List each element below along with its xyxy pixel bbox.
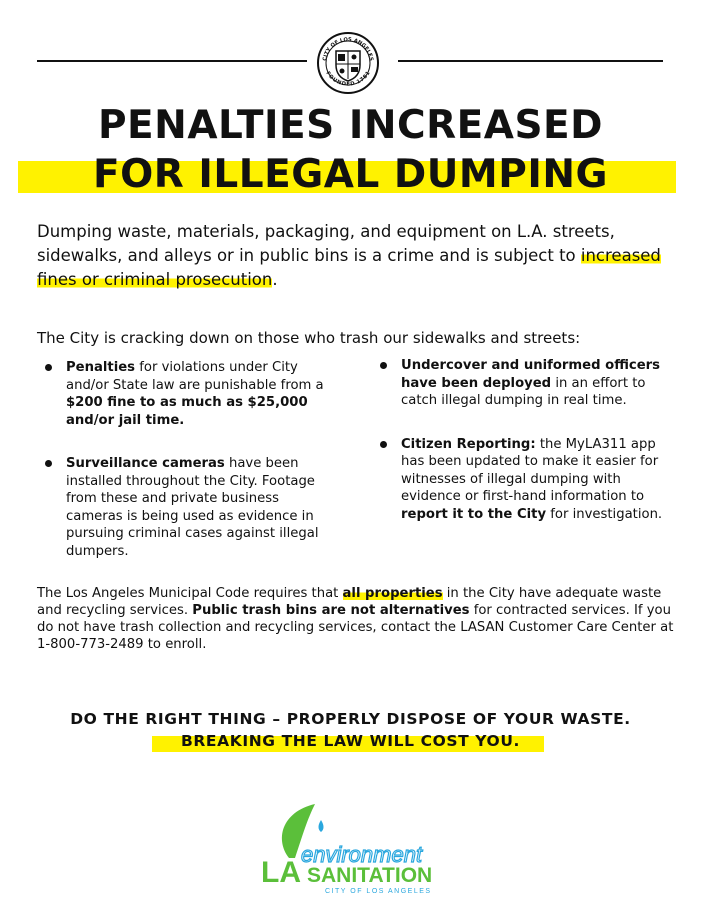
bullet-bold: Penalties [66,360,136,375]
bullet-text: the MyLA311 app has been updated to make it easier for witnesses of illegal dumping with evidence or first-hand information to [401,436,659,504]
code-text-3: for contracted services. If you do not have trash collection and recycling services, contact the LASAN Customer Care Center at 1-800-773-2489 to enroll. [37,603,674,652]
bullet-bold: Undercover and uniformed officers have been deployed [401,358,661,391]
water-drop-icon [319,820,324,832]
intro-paragraph [37,220,677,292]
bullet-dot-icon [45,364,52,371]
bullet-dot-icon [45,460,52,467]
header-rule-right [398,60,663,62]
bullet-bold: Citizen Reporting: [401,436,536,452]
bullet-dot-icon [380,362,387,369]
bullet-bold-2: $200 fine to as much as $25,000 and/or jail time. [66,395,308,428]
logo-la: LA [261,856,301,889]
bullet-text: in an effort to catch illegal dumping in real time. [401,375,646,408]
seal-bottom-text: FOUNDED 1781 [324,70,372,88]
bullet-column-right [380,357,670,549]
bullet-officers [380,357,670,410]
headline-line-1: PENALTIES INCREASED [97,103,604,148]
seal-top-text: CITY OF LOS ANGELES [322,36,374,62]
bullet-citizen-reporting [380,436,670,524]
logo-environment: environment [301,842,423,867]
cta-line-2: BREAKING THE LAW WILL COST YOU. [180,732,521,750]
bullet-dot-icon [380,441,387,448]
logo-city: CITY OF LOS ANGELES [325,888,432,895]
code-text-1: The Los Angeles Municipal Code requires that [37,586,343,601]
bullet-text-2: for investigation. [546,506,663,522]
municipal-code-paragraph [37,585,677,653]
bullet-text: have been installed throughout the City. Footage from these and private business cameras is being used as evidence in pursuing criminal cases against illegal dumpers. [66,456,319,559]
code-bold-2: Public trash bins are not alternatives [192,603,470,618]
lead-sentence: The City is cracking down on those who trash our sidewalks and streets: [37,329,581,347]
intro-end: . [272,270,278,289]
bullet-column-left [45,359,330,586]
la-sanitation-logo [255,800,445,895]
bullet-bold-2: report it to the City [401,506,547,522]
header-rule-left [37,60,307,62]
bullet-bold: Surveillance cameras [66,456,225,471]
bullet-surveillance [45,455,330,560]
intro-text: Dumping waste, materials, packaging, and equipment on L.A. streets, sidewalks, and alleys or in public bins is a crime and is subject to [37,222,615,265]
city-seal-icon [316,31,380,95]
bullet-penalties [45,359,330,429]
code-text-2: in the City have adequate waste and recycling services. [37,586,662,618]
intro-highlight: increased fines or criminal prosecution [37,246,661,289]
bullet-text: for violations under City and/or State law are punishable from a [66,360,324,393]
cta-line-1: DO THE RIGHT THING – PROPERLY DISPOSE OF YOUR WASTE. [70,710,631,728]
code-bold-1: all properties [342,586,443,601]
headline-line-2: FOR ILLEGAL DUMPING [93,152,608,197]
logo-sanitation: SANITATION [307,864,433,887]
